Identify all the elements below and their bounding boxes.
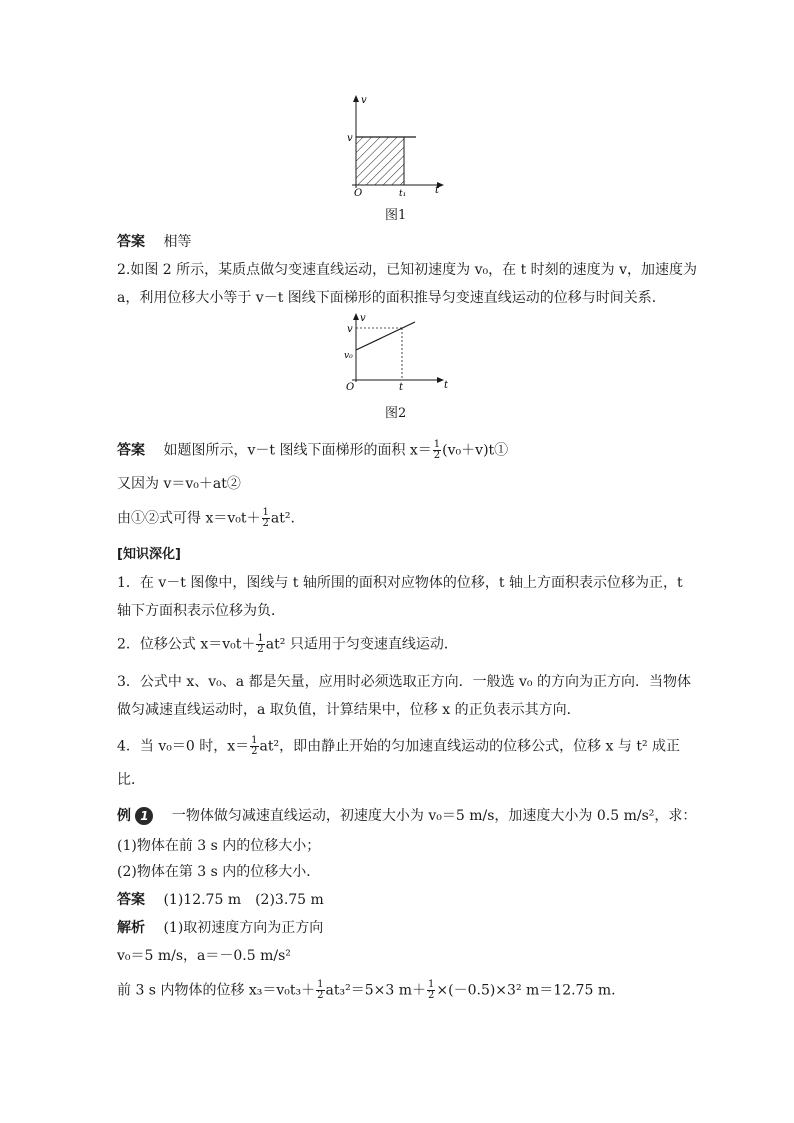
- shaded-area: [356, 137, 404, 185]
- axis-v-label: v: [361, 95, 367, 106]
- example-1-calculation: 前 3 s 内物体的位移 x₃＝v₀t₃＋ $\frac{1}{2}$ at₃²＝5×3 m＋ $\frac{1}{2}$ ×(－0.5)×3² m＝12.75 m.: [117, 979, 616, 1001]
- fraction-half: $\frac{1}{2}$: [251, 735, 258, 757]
- figure-1-graph: [340, 92, 450, 202]
- axis-v-label: v: [360, 313, 366, 324]
- knowledge-point-4-line-1: 4．当 v₀＝0 时，x＝ $\frac{1}{2}$ at²，即由静止开始的匀加速直线运动的位移公式，位移 x 与 t² 成正: [117, 735, 681, 757]
- question-2-line-2: a，利用位移大小等于 v－t 图线下面梯形的面积推导匀变速直线运动的位移与时间关系．: [117, 290, 666, 306]
- origin-label: O: [346, 382, 355, 393]
- knowledge-point-2: 2．位移公式 x＝v₀t＋ $\frac{1}{2}$ at² 只适用于匀变速直线运动．: [117, 633, 458, 655]
- example-1-question-2: (2)物体在第 3 s 内的位移大小．: [117, 864, 321, 880]
- example-1-given: v₀＝5 m/s，a＝－0.5 m/s²: [117, 948, 291, 964]
- knowledge-heading: [知识深化]: [117, 547, 181, 562]
- answer-label: 答案: [117, 892, 145, 908]
- v0-label: v₀: [344, 351, 353, 361]
- t-axis-arrow: [437, 377, 444, 383]
- velocity-line: [356, 322, 415, 350]
- knowledge-point-4-line-2: 比．: [117, 772, 145, 788]
- fraction-half: $\frac{1}{2}$: [433, 439, 441, 461]
- fraction-half: $\frac{1}{2}$: [257, 633, 264, 655]
- fraction-half: $\frac{1}{2}$: [317, 979, 324, 1001]
- answer-2-line-3: 由①②式可得 x＝v₀t＋ $\frac{1}{2}$ at².: [117, 507, 295, 529]
- figure-1-caption: 图1: [385, 208, 407, 223]
- analysis-text: (1)取初速度方向为正方向: [163, 920, 324, 936]
- level-v-label: v: [347, 133, 353, 144]
- answer-1: [117, 232, 191, 252]
- t1-label: t₁: [399, 189, 407, 199]
- example-number-badge: 1: [135, 807, 153, 825]
- answer-2-line-1: 答案 如题图所示，v－t 图线下面梯形的面积 x＝ $\frac{1}{2}$ (v₀＋v)t①: [117, 439, 509, 461]
- fraction-half: $\frac{1}{2}$: [428, 979, 435, 1001]
- question-2-line-1: 2.如图 2 所示，某质点做匀变速直线运动，已知初速度为 v₀，在 t 时刻的速度为 v，加速度为: [117, 262, 698, 278]
- analysis-label: 解析: [117, 920, 145, 936]
- v-axis-arrow: [353, 313, 359, 320]
- answer-label: 答案: [117, 234, 145, 250]
- origin-label: O: [354, 188, 363, 199]
- knowledge-point-1-line-2: 轴下方面积表示位移为负．: [117, 603, 285, 619]
- axis-t-label: t: [444, 380, 449, 391]
- figure-2-graph: [340, 310, 452, 396]
- example-1-question-1: (1)物体在前 3 s 内的位移大小；: [117, 838, 321, 854]
- example-text: 一物体做匀减速直线运动，初速度大小为 v₀＝5 m/s，加速度大小为 0.5 m/s²，求：: [171, 808, 697, 824]
- axis-t-label: t: [435, 185, 440, 196]
- figure-2-caption: 图2: [385, 406, 407, 421]
- fraction-half: $\frac{1}{2}$: [262, 507, 269, 529]
- v-label: v: [347, 324, 353, 335]
- answer-text: 相等: [163, 234, 192, 250]
- answer-2-line-2: 又因为 v＝v₀＋at②: [117, 476, 241, 492]
- example-1-stem: [117, 806, 696, 826]
- example-1-answer: [117, 890, 324, 910]
- v-axis-arrow: [353, 95, 359, 102]
- answer-text: (1)12.75 m (2)3.75 m: [163, 892, 324, 908]
- example-label: 例: [117, 808, 131, 824]
- knowledge-point-3-line-2: 做匀减速直线运动时，a 取负值，计算结果中，位移 x 的正负表示其方向．: [117, 702, 581, 718]
- answer-label: 答案: [117, 442, 145, 459]
- t-tick-label: t: [399, 382, 404, 393]
- knowledge-point-1-line-1: 1．在 v－t 图像中，图线与 t 轴所围的面积对应物体的位移，t 轴上方面积表示位移为正，t: [117, 575, 683, 591]
- knowledge-point-3-line-1: 3．公式中 x、v₀、a 都是矢量，应用时必须选取正方向．一般选 v₀ 的方向为正方向．当物体: [117, 674, 691, 690]
- example-1-analysis: [117, 918, 323, 938]
